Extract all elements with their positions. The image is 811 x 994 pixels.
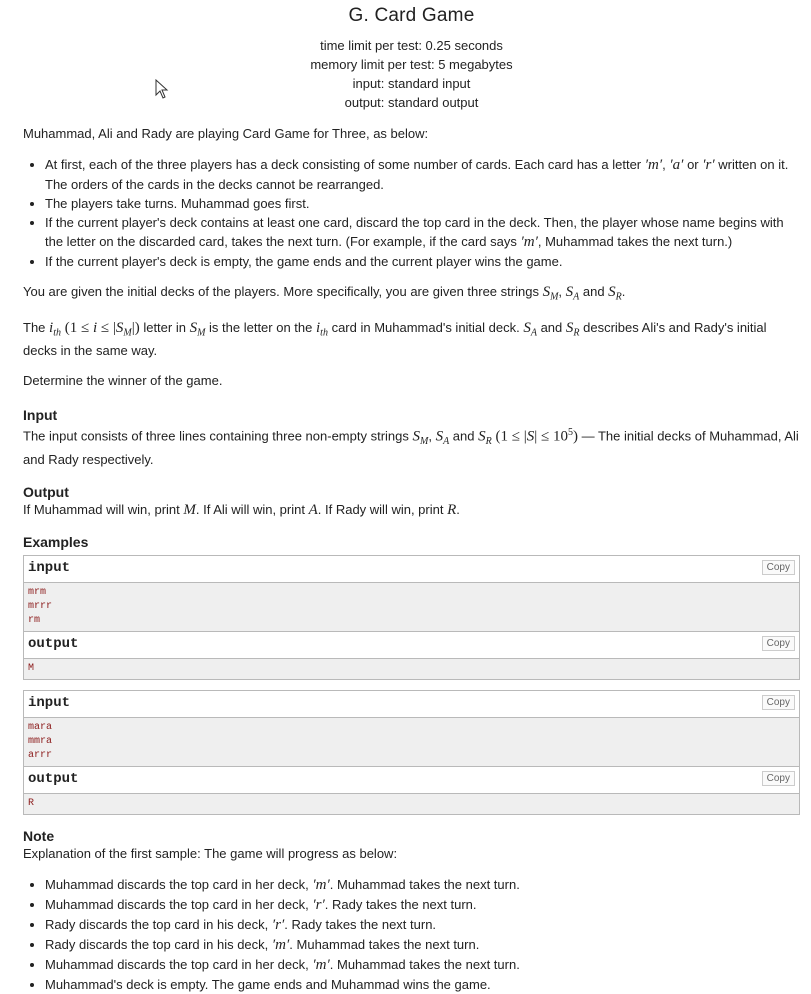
input-file: input: standard input (352, 76, 471, 91)
sample-output-header (24, 767, 799, 794)
note-text: Rady discards the top card in his deck, (45, 937, 272, 953)
math-letter: M (183, 502, 196, 519)
math-sub: th (320, 327, 328, 339)
math-sub: A (443, 436, 450, 448)
input-title: Input (23, 407, 58, 424)
math-letter: A (308, 502, 318, 519)
rules-list (23, 155, 800, 271)
math-sub: M (420, 436, 429, 448)
ith-text (23, 319, 800, 361)
math-letter: ′a′ (669, 157, 684, 173)
output-label: output (28, 636, 79, 653)
math-s: S (565, 319, 574, 336)
math-sub: th (53, 327, 61, 339)
rule-item (45, 155, 800, 194)
note-text: . Muhammad takes the next turn. (329, 877, 520, 893)
rule-text: written on it. The orders of the cards in the decks cannot be rearranged. (45, 157, 789, 192)
given-text-part: . (621, 284, 626, 299)
note-section (23, 827, 800, 994)
rule-text: , Muhammad takes the next turn.) (537, 234, 733, 249)
sample-test (23, 555, 800, 680)
copy-button[interactable]: Copy (762, 636, 795, 651)
math-s: S (478, 428, 486, 445)
note-step (45, 875, 800, 895)
math-sub: M (197, 327, 206, 339)
math-letter: ′m′ (312, 957, 330, 974)
ith-text-part: card in Muhammad's initial deck. (327, 319, 524, 335)
note-step (45, 895, 800, 915)
math-sub: R (485, 436, 492, 448)
note-text: Muhammad discards the top card in her deck, (45, 877, 313, 893)
note-text: . Muhammad takes the next turn. (289, 937, 480, 953)
math-cond: ≤ | (97, 319, 116, 336)
note-text: . Rady takes the next turn. (324, 897, 477, 913)
note-text: Muhammad discards the top card in her deck, (45, 897, 313, 913)
sample-line: arrr (28, 750, 53, 762)
note-text: . Rady takes the next turn. (284, 917, 437, 933)
sample-line: mrm (28, 587, 47, 599)
problem-header (23, 5, 800, 112)
sample-test (23, 690, 800, 815)
math-exp: 5 (567, 427, 573, 439)
note-intro: Explanation of the first sample: The game will progress as below: (23, 846, 398, 862)
math-letter: ′r′ (312, 897, 325, 914)
input-text-part: — The initial decks of Muhammad, Ali and Rady respectively. (23, 428, 799, 468)
ith-text-part: The (23, 319, 50, 335)
output-title: Output (23, 484, 69, 501)
note-steps (23, 875, 800, 994)
math-i: i (49, 319, 54, 336)
note-step (45, 935, 800, 955)
note-step (45, 915, 800, 935)
rule-item: • If the current player's deck is empty, the game ends and the current player wins the game. (45, 252, 800, 271)
sample-line: mara (28, 722, 53, 734)
output-file: output: standard output (344, 95, 479, 110)
math-sub: R (615, 291, 622, 303)
copy-button[interactable]: Copy (762, 560, 795, 575)
math-cond: (1 ≤ | (491, 428, 527, 445)
math-i: i (92, 319, 98, 336)
math-s: S (189, 319, 198, 336)
output-text-part: . If Ali will win, print (195, 502, 309, 518)
math-letter: ′r′ (271, 917, 285, 934)
problem-title: G. Card Game (348, 5, 475, 26)
sample-output (24, 659, 799, 679)
rule-item: • The players take turns. Muhammad goes first. (45, 194, 800, 213)
math-s: S (412, 428, 420, 445)
math-letter: ′m′ (312, 877, 330, 894)
ith-text-part: is the letter on the (205, 319, 316, 335)
math-letter: ′m′ (271, 937, 290, 954)
output-text-part: . If Rady will win, print (317, 502, 448, 518)
given-text-part: , (558, 284, 566, 299)
output-text-part: . (456, 502, 460, 518)
examples-title: Examples (23, 534, 89, 551)
output-description (23, 501, 800, 519)
math-cond: ) (572, 428, 578, 445)
ith-text-part: letter in (139, 319, 190, 335)
given-text (23, 283, 800, 307)
given-text-part: and (579, 284, 609, 299)
time-limit: time limit per test: 0.25 seconds (320, 38, 503, 53)
math-sub: A (573, 291, 580, 303)
sample-line: R (28, 798, 35, 810)
math-cond: |) (131, 319, 140, 336)
sample-output-header (24, 632, 799, 659)
math-i: i (316, 319, 321, 336)
intro-text: Muhammad, Ali and Rady are playing Card Game for Three, as below: (23, 126, 429, 141)
sample-line: mrrr (28, 601, 53, 613)
math-s: S (542, 284, 551, 300)
rule-text: If the current player's deck contains at least one card, discard the top card in the deck. Then, the player whose name begins with the letter on the discarded card, takes the next turn. (For example, if the card says (45, 215, 784, 249)
math-s: S (523, 319, 531, 336)
rule-text: , (662, 157, 670, 172)
math-sub: R (573, 327, 580, 339)
note-step (45, 955, 800, 975)
ith-text-part: and (536, 319, 566, 335)
math-sub: M (550, 291, 559, 303)
copy-button[interactable]: Copy (762, 695, 795, 710)
math-cond: | ≤ 10 (534, 428, 568, 445)
ith-text-part: describes Ali's and Rady's initial decks in the same way. (23, 319, 767, 359)
note-text: Rady discards the top card in his deck, (45, 917, 272, 933)
output-section (23, 483, 800, 519)
math-s: S (608, 284, 616, 300)
output-label: output (28, 771, 79, 788)
input-label: input (28, 695, 71, 712)
problem-statement (23, 0, 800, 994)
math-letter: ′m′ (520, 234, 538, 250)
sample-input (24, 718, 799, 767)
math-cond: (1 ≤ (60, 319, 93, 336)
sample-input-header (24, 691, 799, 718)
note-text: . Muhammad takes the next turn. (329, 957, 520, 973)
sample-input (24, 583, 799, 632)
note-title: Note (23, 828, 55, 845)
input-text-part: and (449, 428, 479, 444)
rule-item (45, 213, 800, 252)
math-s: S (526, 428, 535, 445)
math-s: S (115, 319, 124, 336)
examples-section (23, 533, 800, 815)
given-text-part: You are given the initial decks of the players. More specifically, you are given three strings (23, 284, 543, 299)
determine-text: Determine the winner of the game. (23, 373, 223, 389)
math-letter: ′m′ (644, 157, 663, 173)
note-step: • Muhammad's deck is empty. The game ends and Muhammad wins the game. (45, 975, 800, 994)
math-sub: A (530, 327, 537, 339)
sample-line: rm (28, 615, 41, 627)
note-text: Muhammad discards the top card in her deck, (45, 957, 313, 973)
memory-limit: memory limit per test: 5 megabytes (310, 57, 513, 72)
math-letter: R (447, 502, 457, 519)
sample-line: mmra (28, 736, 53, 748)
input-text-part: , (428, 428, 436, 444)
rule-text: At first, each of the three players has a deck consisting of some number of cards. Each card has a letter (45, 157, 645, 172)
sample-output (24, 794, 799, 814)
math-letter: ′r′ (702, 157, 715, 173)
input-description (23, 424, 800, 469)
copy-button[interactable]: Copy (762, 771, 795, 786)
sample-line: M (28, 663, 35, 675)
input-label: input (28, 560, 71, 577)
output-text-part: If Muhammad will win, print (23, 502, 184, 518)
sample-input-header (24, 556, 799, 583)
input-section (23, 406, 800, 469)
math-s: S (565, 284, 574, 300)
input-text-part: The input consists of three lines containing three non-empty strings (23, 428, 413, 444)
rule-text: or (683, 157, 703, 172)
math-sub: M (123, 327, 132, 339)
math-s: S (435, 428, 444, 445)
